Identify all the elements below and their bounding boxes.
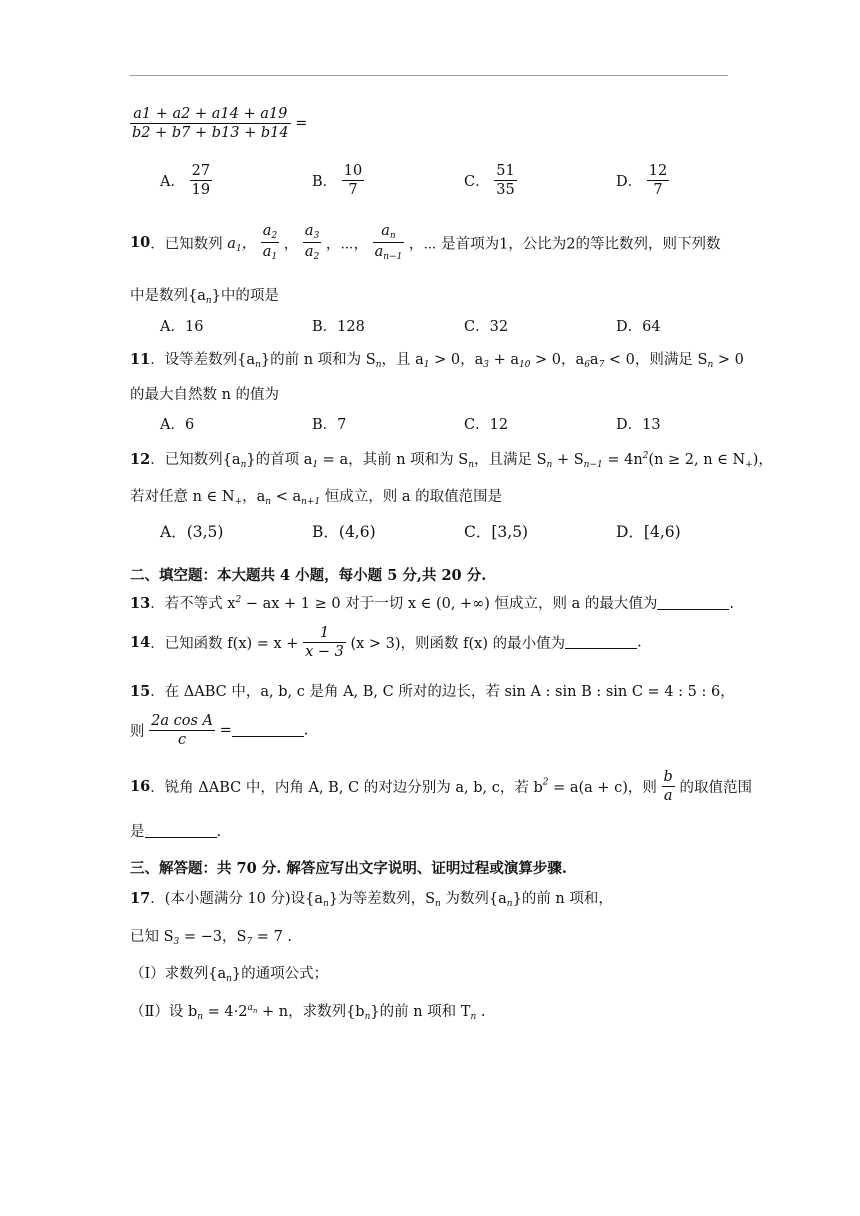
q11-text: a: [589, 352, 599, 368]
q10-line2-b: }中的项是: [211, 288, 279, 304]
q9-option-b[interactable]: [312, 162, 364, 199]
q13-text: .: [729, 596, 735, 612]
q17-text: }为等差数列，S: [328, 891, 436, 907]
section-heading-answer: 三、解答题：共 70 分. 解答应写出文字说明、证明过程或演算步骤.: [130, 860, 567, 877]
q12-stem: 12．已知数列$\{a_n\}$的首项 $a_1 = a$，其前 n 项和为 $S_n$，且满足 $S_n + S_{n-1} = 4n^2(n \ge 2$, n ∈ $N_+$)，: [130, 451, 773, 470]
q12-option-a[interactable]: A．(3,5): [160, 523, 224, 541]
question-number: 14: [130, 634, 151, 652]
option-numerator: 51: [494, 162, 516, 181]
q9-equals: =: [295, 115, 308, 132]
q12-option-c[interactable]: C．[3,5): [464, 523, 529, 541]
q12-text: = a，其前 n 项和为 S: [318, 452, 469, 468]
q14-text: (x > 3)，则函数 f(x) 的最小值为: [350, 636, 566, 653]
q12-option-b[interactable]: B．(4,6): [312, 523, 376, 541]
q11-text: > 0，a: [429, 352, 484, 368]
q12-text: < a: [271, 489, 302, 505]
option-denominator: 19: [191, 182, 211, 199]
fraction-denominator: c: [177, 732, 187, 749]
q9-option-a[interactable]: [160, 162, 212, 199]
section-heading-fill-in: 二、填空题：本大题共 4 小题，每小题 5 分,共 20 分.: [130, 567, 487, 584]
q13-text: − ax + 1 ≥ 0 对于一切 x ∈ (0, +∞) 恒成立，则 a 的最大值为: [241, 596, 658, 612]
fraction-numerator: 1: [303, 624, 346, 643]
option-label: C．: [464, 174, 490, 191]
fraction-numerator: 2a cos A: [149, 712, 215, 731]
q15-text: ．在 ΔABC 中，a, b, c 是角 A, B, C 所对的边长，若 sin A : sin B : sin C = 4 : 5 : 6，: [150, 684, 735, 700]
q11-text: ．设等差数列{a: [150, 352, 256, 368]
option-numerator: 27: [190, 162, 212, 181]
q10-text-a: ．已知数列: [150, 236, 223, 253]
question-number: 15: [130, 683, 151, 700]
q15-text: 则: [130, 724, 145, 741]
q10-line2-a: 中是数列{a: [130, 288, 206, 304]
question-number: 13: [130, 595, 151, 612]
q14-stem: [130, 624, 642, 661]
q17-stem-line2: 已知 $S_3 = -3$，$S_7 = 7$ .: [130, 929, 293, 947]
q11-option-a[interactable]: A．6: [160, 417, 195, 433]
question-number: 11: [130, 351, 151, 368]
q12-text: ，且满足 S: [474, 452, 547, 468]
q10-stem: 10．已知数列 $a_1$， $\frac{a_2}{a_1}$ ， $\frac{a_3}{a_2}$ ，⋯， $\frac{a_n}{a_{n-1}}$ ，⋯ 是首项为1，公比为2的等比数列，则下列数: [130, 223, 721, 263]
q15-text: =: [219, 722, 232, 739]
q16-text: = a(a + c)，则: [548, 780, 657, 797]
q9-fraction-numerator: a1 + a2 + a14 + a19: [130, 105, 291, 124]
option-denominator: 35: [496, 182, 515, 199]
q12-text: )，: [752, 452, 773, 468]
q11-text: > 0，a: [530, 352, 585, 368]
option-fraction: [342, 162, 364, 199]
q11-stem: 11．设等差数列$\{a_n\}$的前 n 项和为 $S_n$，且 $a_1 > 0$，$a_3 + a_{10} > 0$，$a_6a_7 < 0$，则满足 $S_n > 0$: [130, 351, 744, 370]
q17-text: }的通项公式；: [231, 966, 329, 982]
q9-fraction-denominator: b2 + b7 + b13 + b14: [132, 125, 289, 142]
q11-text: + a: [488, 352, 519, 368]
answer-blank[interactable]: [145, 837, 217, 838]
q17-text: = 7 .: [252, 929, 293, 945]
q17-text: （Ⅰ）求数列{a: [130, 966, 227, 982]
q17-text: 已知 S: [130, 929, 174, 945]
q11-text: }的前 n 项和为 S: [260, 352, 376, 368]
q12-text: (n ≥ 2, n ∈ N: [648, 452, 746, 468]
option-numerator: 10: [342, 162, 364, 181]
option-denominator: 7: [653, 182, 663, 199]
option-denominator: 7: [348, 182, 358, 199]
option-fraction: [190, 162, 212, 199]
option-fraction: [647, 162, 669, 199]
q17-text: = −3，S: [179, 929, 247, 945]
q15-text: .: [303, 722, 309, 739]
q10-option-a[interactable]: A．16: [160, 319, 204, 335]
q12-text: + S: [552, 452, 584, 468]
q17-text: + n，求数列{b: [257, 1004, 365, 1020]
q9-expression: [130, 105, 307, 142]
option-fraction: [494, 162, 516, 199]
question-number: 16: [130, 778, 151, 796]
q11-option-d[interactable]: D．13: [616, 417, 661, 433]
q16-stem: 16．锐角 ΔABC 中，内角 A, B, C 的对边分别为 a, b, c，若 $b^2 = a(a + c)$，则 $\frac{b}{a}$ 的取值范围: [130, 769, 752, 805]
q17-part-2: （Ⅱ）设 $b_n = 4\cdot 2^{a_n} + n$，求数列$\{b_n\}$的前 n 项和 $T_n$ .: [130, 1003, 486, 1022]
q17-part-1: （Ⅰ）求数列$\{a_n\}$的通项公式；: [130, 966, 329, 984]
q12-text: ，a: [242, 489, 266, 505]
q17-stem: 17．(本小题满分 10 分)设$\{a_n\}$为等差数列，$S_n$ 为数列$\{a_n\}$的前 n 项和，: [130, 890, 613, 909]
question-number: 10: [130, 233, 151, 251]
q13-text: ．若不等式 x: [150, 596, 236, 612]
q10-option-c[interactable]: C．32: [464, 319, 509, 335]
question-number: 17: [130, 890, 151, 907]
q11-text: ，且 a: [381, 352, 424, 368]
q12-text: = 4n: [602, 452, 643, 468]
q10-option-b[interactable]: B．128: [312, 319, 365, 335]
q13-stem: 13．若不等式 $x^2$ − ax + 1 ≥ 0 对于一切 x ∈ (0, +∞) 恒成立，则 a 的最大值为 .: [130, 595, 735, 612]
q12-option-d[interactable]: D．[4,6): [616, 523, 681, 541]
q10-text-b: ，⋯ 是首项为1，公比为2的等比数列，则下列数: [408, 236, 721, 253]
option-label: A．: [160, 174, 185, 191]
q17-text: .: [476, 1004, 486, 1020]
q16-text: ．锐角 ΔABC 中，内角 A, B, C 的对边分别为 a, b, c，若 b: [150, 780, 543, 797]
fraction-denominator: a: [663, 788, 673, 805]
q9-fraction: [130, 105, 291, 142]
q12-text: 恒成立，则 a 的取值范围是: [320, 489, 503, 505]
q12-stem-line2: 若对任意 n ∈ $N_+$，$a_n < a_{n+1}$ 恒成立，则 a 的取值范围是: [130, 489, 503, 507]
q10-stem-line2: 中是数列$\{a_n\}$中的项是: [130, 288, 279, 306]
q17-text: （Ⅱ）设 b: [130, 1004, 198, 1020]
q11-stem-line2: 的最大自然数 n 的值为: [130, 387, 280, 403]
q16-stem-line2: [130, 820, 221, 841]
q17-text: 为数列{a: [440, 891, 507, 907]
q12-text: ．已知数列{a: [150, 452, 241, 468]
option-numerator: 12: [647, 162, 669, 181]
q12-text: 若对任意 n ∈ N: [130, 489, 235, 505]
question-number: 12: [130, 451, 151, 468]
q14-text: ．已知函数 f(x) = x +: [150, 636, 299, 653]
q9-option-c[interactable]: [464, 162, 517, 199]
q16-text: .: [216, 824, 222, 840]
q17-text: }的前 n 项和 T: [370, 1004, 471, 1020]
q17-text: }的前 n 项和，: [512, 891, 613, 907]
fraction-denominator: x − 3: [305, 644, 344, 661]
q15-stem: [130, 680, 735, 701]
option-label: D．: [616, 174, 643, 191]
option-label: B．: [312, 174, 338, 191]
q17-text: = 4·2: [203, 1004, 248, 1020]
q16-fraction: [662, 768, 675, 805]
q16-text: 的取值范围: [679, 780, 752, 797]
header-rule: [130, 75, 728, 76]
q9-option-d[interactable]: [616, 162, 669, 199]
q16-text: 是: [130, 824, 145, 840]
answer-blank[interactable]: [657, 609, 729, 610]
q14-fraction: [303, 624, 346, 661]
fraction-numerator: b: [662, 768, 675, 787]
q12-text: }的首项 a: [246, 452, 313, 468]
answer-blank[interactable]: [565, 648, 637, 649]
q15-fraction: [149, 712, 215, 749]
q14-text: .: [637, 634, 642, 651]
q11-option-c[interactable]: C．12: [464, 417, 509, 433]
answer-blank[interactable]: [232, 736, 304, 737]
q11-text: > 0: [713, 352, 744, 368]
q11-option-b[interactable]: B．7: [312, 417, 347, 433]
q10-option-d[interactable]: D．64: [616, 319, 661, 335]
q11-text: < 0，则满足 S: [604, 352, 708, 368]
q17-text: ．(本小题满分 10 分)设{a: [150, 891, 324, 907]
q15-stem-line2: [130, 712, 308, 749]
